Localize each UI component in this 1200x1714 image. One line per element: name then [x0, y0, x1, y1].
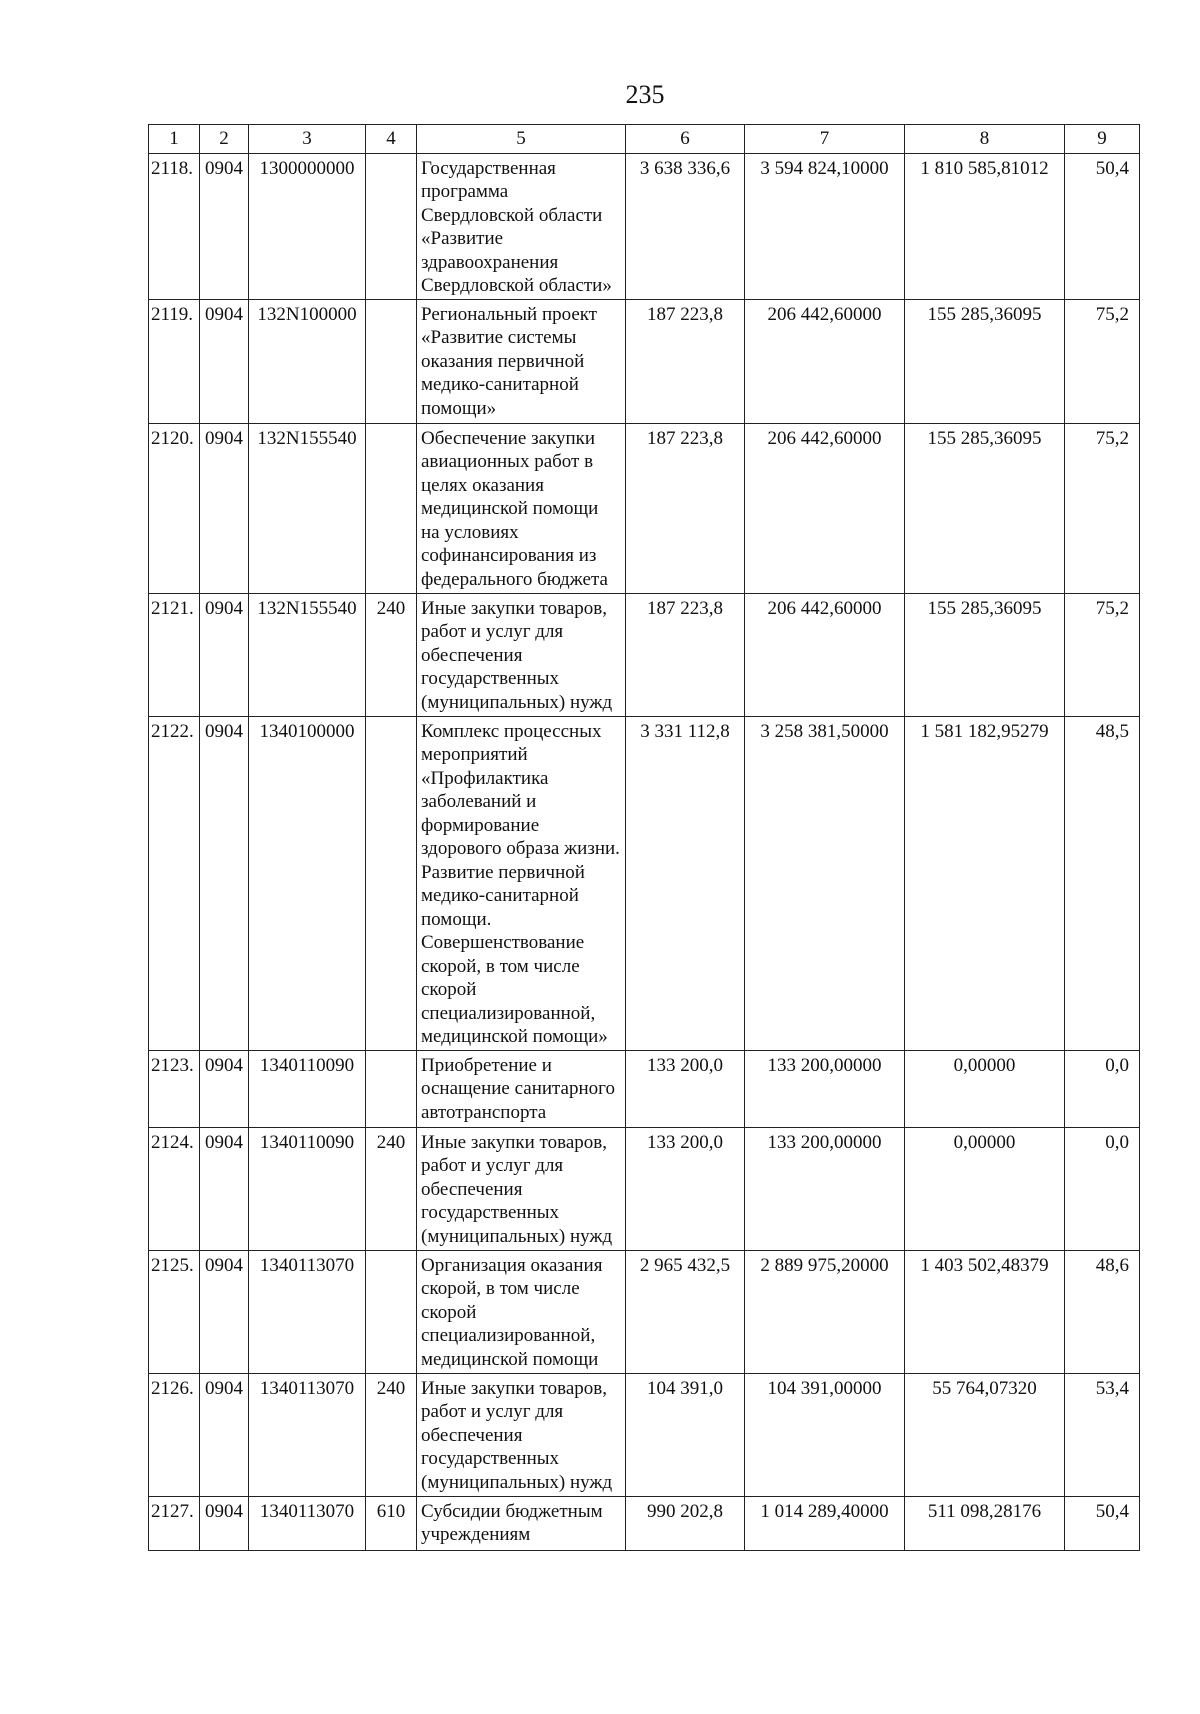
- section-code: 0904: [200, 593, 249, 716]
- value-col6: 104 391,0: [626, 1373, 745, 1496]
- expense-type-code: 610: [366, 1496, 417, 1550]
- value-col7: 206 442,60000: [745, 423, 905, 593]
- item-name: Государственная программа Свердловской области «Развитие здравоохранения Свердловской области»: [417, 153, 626, 299]
- table-row: [149, 153, 1140, 299]
- item-name: Приобретение и оснащение санитарного автотранспорта: [417, 1050, 626, 1127]
- table-row: [149, 423, 1140, 593]
- section-code: 0904: [200, 423, 249, 593]
- expense-type-code: [366, 1250, 417, 1373]
- expense-type-code: [366, 299, 417, 423]
- value-col7: 3 258 381,50000: [745, 716, 905, 1050]
- row-number: 2118.: [149, 153, 200, 299]
- header-row: [149, 125, 1140, 154]
- item-name: Региональный проект «Развитие системы оказания первичной медико-санитарной помощи»: [417, 299, 626, 423]
- row-number: 2124.: [149, 1127, 200, 1250]
- value-col7: 2 889 975,20000: [745, 1250, 905, 1373]
- percent-col9: 50,4: [1065, 1496, 1140, 1550]
- header-cell: 6: [626, 125, 745, 154]
- table-body: [149, 153, 1140, 1550]
- value-col8: 1 403 502,48379: [905, 1250, 1065, 1373]
- row-number: 2123.: [149, 1050, 200, 1127]
- value-col7: 1 014 289,40000: [745, 1496, 905, 1550]
- table-row: [149, 1127, 1140, 1250]
- value-col6: 3 331 112,8: [626, 716, 745, 1050]
- header-cell: 4: [366, 125, 417, 154]
- section-code: 0904: [200, 1250, 249, 1373]
- value-col7: 3 594 824,10000: [745, 153, 905, 299]
- value-col8: 511 098,28176: [905, 1496, 1065, 1550]
- value-col6: 187 223,8: [626, 423, 745, 593]
- value-col6: 990 202,8: [626, 1496, 745, 1550]
- table-row: [149, 716, 1140, 1050]
- expense-type-code: [366, 716, 417, 1050]
- value-col8: 155 285,36095: [905, 299, 1065, 423]
- item-name: Субсидии бюджетным учреждениям: [417, 1496, 626, 1550]
- row-number: 2125.: [149, 1250, 200, 1373]
- value-col8: 155 285,36095: [905, 423, 1065, 593]
- page-number: 235: [625, 80, 665, 109]
- value-col7: 206 442,60000: [745, 593, 905, 716]
- expense-type-code: 240: [366, 593, 417, 716]
- value-col7: 206 442,60000: [745, 299, 905, 423]
- target-article-code: 1340113070: [249, 1373, 366, 1496]
- target-article-code: 1340100000: [249, 716, 366, 1050]
- percent-col9: 53,4: [1065, 1373, 1140, 1496]
- value-col6: 3 638 336,6: [626, 153, 745, 299]
- percent-col9: 75,2: [1065, 299, 1140, 423]
- percent-col9: 0,0: [1065, 1050, 1140, 1127]
- target-article-code: 132N100000: [249, 299, 366, 423]
- header-cell: 2: [200, 125, 249, 154]
- header-cell: 7: [745, 125, 905, 154]
- section-code: 0904: [200, 299, 249, 423]
- expense-type-code: [366, 153, 417, 299]
- row-number: 2120.: [149, 423, 200, 593]
- table-row: [149, 1250, 1140, 1373]
- table-row: [149, 1050, 1140, 1127]
- section-code: 0904: [200, 716, 249, 1050]
- table-header: [149, 125, 1140, 154]
- expense-type-code: [366, 1050, 417, 1127]
- header-cell: 8: [905, 125, 1065, 154]
- item-name: Иные закупки товаров, работ и услуг для обеспечения государственных (муниципальных) нужд: [417, 1373, 626, 1496]
- value-col7: 133 200,00000: [745, 1050, 905, 1127]
- percent-col9: 75,2: [1065, 423, 1140, 593]
- row-number: 2127.: [149, 1496, 200, 1550]
- table-row: [149, 299, 1140, 423]
- value-col8: 0,00000: [905, 1127, 1065, 1250]
- percent-col9: 0,0: [1065, 1127, 1140, 1250]
- row-number: 2122.: [149, 716, 200, 1050]
- header-cell: 1: [149, 125, 200, 154]
- item-name: Организация оказания скорой, в том числе скорой специализированной, медицинской помощи: [417, 1250, 626, 1373]
- item-name: Обеспечение закупки авиационных работ в целях оказания медицинской помощи на условиях софинансирования из федерального бюджета: [417, 423, 626, 593]
- budget-table: [148, 124, 1140, 1551]
- target-article-code: 1340110090: [249, 1050, 366, 1127]
- target-article-code: 132N155540: [249, 423, 366, 593]
- section-code: 0904: [200, 153, 249, 299]
- percent-col9: 48,6: [1065, 1250, 1140, 1373]
- value-col8: 155 285,36095: [905, 593, 1065, 716]
- target-article-code: 1340113070: [249, 1496, 366, 1550]
- section-code: 0904: [200, 1127, 249, 1250]
- target-article-code: 1340110090: [249, 1127, 366, 1250]
- percent-col9: 75,2: [1065, 593, 1140, 716]
- section-code: 0904: [200, 1050, 249, 1127]
- item-name: Комплекс процессных мероприятий «Профилактика заболеваний и формирование здорового образа жизни. Развитие первичной медико-санитарной помощи. Совершенствование скорой, в том числе скорой специализированной, медицинской помощи»: [417, 716, 626, 1050]
- item-name: Иные закупки товаров, работ и услуг для обеспечения государственных (муниципальных) нужд: [417, 593, 626, 716]
- percent-col9: 50,4: [1065, 153, 1140, 299]
- value-col8: 1 581 182,95279: [905, 716, 1065, 1050]
- row-number: 2126.: [149, 1373, 200, 1496]
- value-col6: 133 200,0: [626, 1127, 745, 1250]
- header-cell: 3: [249, 125, 366, 154]
- target-article-code: 132N155540: [249, 593, 366, 716]
- header-cell: 5: [417, 125, 626, 154]
- value-col8: 55 764,07320: [905, 1373, 1065, 1496]
- item-name: Иные закупки товаров, работ и услуг для обеспечения государственных (муниципальных) нужд: [417, 1127, 626, 1250]
- row-number: 2121.: [149, 593, 200, 716]
- value-col6: 187 223,8: [626, 593, 745, 716]
- value-col6: 133 200,0: [626, 1050, 745, 1127]
- target-article-code: 1300000000: [249, 153, 366, 299]
- target-article-code: 1340113070: [249, 1250, 366, 1373]
- value-col7: 104 391,00000: [745, 1373, 905, 1496]
- expense-type-code: [366, 423, 417, 593]
- table-row: [149, 593, 1140, 716]
- expense-type-code: 240: [366, 1373, 417, 1496]
- table-row: [149, 1496, 1140, 1550]
- table-row: [149, 1373, 1140, 1496]
- row-number: 2119.: [149, 299, 200, 423]
- expense-type-code: 240: [366, 1127, 417, 1250]
- value-col6: 187 223,8: [626, 299, 745, 423]
- section-code: 0904: [200, 1496, 249, 1550]
- value-col6: 2 965 432,5: [626, 1250, 745, 1373]
- percent-col9: 48,5: [1065, 716, 1140, 1050]
- section-code: 0904: [200, 1373, 249, 1496]
- value-col8: 0,00000: [905, 1050, 1065, 1127]
- value-col7: 133 200,00000: [745, 1127, 905, 1250]
- header-cell: 9: [1065, 125, 1140, 154]
- value-col8: 1 810 585,81012: [905, 153, 1065, 299]
